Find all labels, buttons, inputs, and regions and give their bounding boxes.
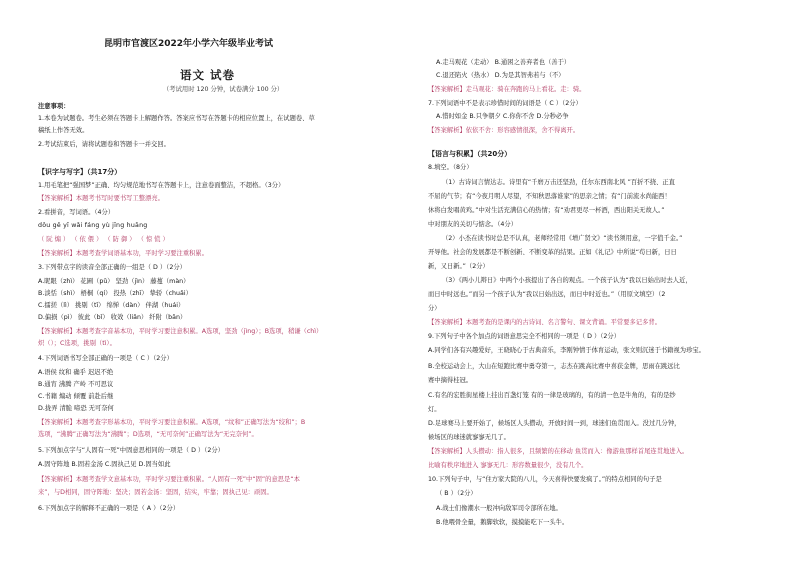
left-text-line: 1.本卷为试题卷。考生必须在答题卡上解题作答。答案应书写在答题卡的相应位置上，在试题卷、草 xyxy=(38,115,315,122)
left-text-line: dǒu gě yī wǎi fáng yù jīng huāng xyxy=(38,222,148,229)
left-text-line: C.书籍 煽动 倾覆 前赴后继 xyxy=(38,393,114,400)
left-text-line: 来”，与D相同，固守阵地：坚决；固若金汤：坚固，结实，牢靠；固执己见：顽固。 xyxy=(38,489,273,496)
left-text-line: 语文 试卷 xyxy=(180,68,236,82)
left-text-line: A.固守阵地 B.固若金汤 C.固执己见 D.固当如此 xyxy=(38,461,171,468)
left-text-line: A.语侯 纹和 确乎 迟迟不绝 xyxy=(38,369,114,376)
left-text-line: 稿纸上作答无效。 xyxy=(38,127,89,134)
right-text-line: 分） xyxy=(428,305,441,312)
right-text-line: 赛中摘得桂冠。 xyxy=(428,377,473,384)
right-text-line: 【答案解析】本题考查的是课内的古诗词、名言警句、课文背诵。平常要多记多背。 xyxy=(428,319,661,326)
left-text-line: 【答案解析】本题考查字音基本功，平时学习要注意积累。A选项，坚劲（jìng）；B选项，稍谦（chì） xyxy=(38,328,323,335)
left-text-line: 2.考试结束后，请将试题卷和答题卡一并交回。 xyxy=(38,141,170,148)
right-text-line: （2）小杰在读书时总是不认真，老师经常用《增广贤文》“读书须用意，一字值千金。” xyxy=(442,235,683,242)
right-text-line: B.全校运动会上，大山在短跑比赛中勇夺第一，志杰在跳高比赛中喜获金牌，思雨在跳远比 xyxy=(428,363,680,370)
right-text-line: 中对朋友的关切与惦念。（4分） xyxy=(428,221,518,228)
left-text-line: 选项，“沸腾”正确写法为“沸腾”；D选项，“无可奈何”正确写法为“无完奈何”。 xyxy=(38,431,258,438)
right-text-line: 8.填空。（8分） xyxy=(428,164,473,171)
right-text-line: B.他喂骨全量，鹅脚软软，摸摸能吃下一头牛。 xyxy=(436,519,569,526)
left-text-line: 【识字与写字】（共17分） xyxy=(38,168,122,176)
right-text-line: 7.下列词语中不是表示珍惜时间的词语是（ C ）（2分） xyxy=(428,100,582,107)
right-text-line: C.退还陷火（热水） D.为是其智弗若与（不） xyxy=(436,72,565,79)
left-text-line: A.昵眼（zhì） 花圃（pǔ） 坚劲（jìn） 藤蔓（màn） xyxy=(38,278,190,285)
right-text-line: （3）《两小儿辩日》中两个小孩提出了各自的观点。一个孩子认为“我以日始出时去人近， xyxy=(442,277,692,284)
left-text-line: 【答案解析】本题考查学词语基本功，平时学习要注重积累。 xyxy=(38,250,209,257)
left-text-line: 昆明市官渡区2022年小学六年级毕业考试 xyxy=(104,39,274,49)
right-text-line: 9.下列句子中各个加点的词语意思完全不相同的一项是（ D ）（2分） xyxy=(428,333,621,340)
right-text-line: 【答案解析】人头攒动：指人很多，且频繁的在移动 鱼贯而入：像游鱼那样首尾连贯地进入。 xyxy=(428,448,689,455)
right-text-line: A.走马观花（走动） B.通困之善弃者也（善于） xyxy=(436,59,571,66)
right-text-line: 休将白发唱黄鸡。”中对生活充满信心的热情；有“劝君更尽一杯酒，西出阳关无故人。” xyxy=(428,207,665,214)
left-text-line: C.擂搓（lì） 挑剔（tī） 绵惮（dàn） 伴湖（huái） xyxy=(38,302,185,309)
left-text-line: B.淡恬（shì） 梧桐（qí） 投热（zhī） 挚轿（chuǎi） xyxy=(38,290,192,297)
right-text-line: A.同学们各有兴趣爱好，王晓晓心于古典音乐，李刚钟情于体育运动，张文则沉迷于书籍视为珍宝。 xyxy=(428,347,705,354)
left-text-line: 炽（）；C选项，挑剔（tì）。 xyxy=(38,340,116,347)
left-text-line: 【答案解析】本题考查字形基本功，平时学习要注意积累。A选项，“纹和”正确写法为“绞和”；B xyxy=(38,419,306,426)
left-text-line: 注意事项： xyxy=(38,103,70,110)
right-text-line: A.惜时如金 B.只争朝夕 C.你你不舍 D.分秒必争 xyxy=(436,113,569,120)
left-text-line: D.拢弄 清脆 啼恐 无可奈何 xyxy=(38,405,114,412)
right-text-line: 【答案解析】依依不舍：形容感情很深，舍不得离开。 xyxy=(428,127,580,134)
right-text-line: （1）古诗词言情达志。诗里有“千磨万击还坚劲，任尔东西南北风 ”百折不挠、正直 xyxy=(442,179,675,186)
left-text-line: 2.看拼音，写词语。（4分） xyxy=(38,209,115,216)
right-text-line: （ B ）（2分） xyxy=(436,490,477,497)
right-text-line: 10.下列句子中，与“住方家大院的八儿，今天喜得快要发疯了。”的特点相同的句子是 xyxy=(428,476,662,483)
right-text-line: 开导他。社会的发展都是不断创新、不断变革的结果。正如《礼记》中所说“苟日新，日日 xyxy=(428,249,677,256)
right-text-line: 候场区的球迷就寥寥无几了。 xyxy=(428,434,510,441)
right-text-line: A.战士们像潮水一般冲向敌军司令部所在地。 xyxy=(436,505,562,512)
left-text-line: 【答案解析】本题考书写时要书写工整漂亮。 xyxy=(38,195,164,202)
right-text-line: 而日中时远也。”而另一个孩子认为“我以日始出远，而日中时近也。”（用原文填空）（2 xyxy=(428,291,666,298)
left-text-line: （ 阮 煽 ） （ 依 偎 ） （ 防 御 ） （ 惊 慌 ） xyxy=(38,236,169,243)
left-text-line: 4.下列词语书写全部正确的一项是（ C ）（2分） xyxy=(38,355,173,362)
right-text-line: D.足球赛马上要开始了，候场区人头攒动，开放时间一到，球迷们鱼贯而入。没过几分钟， xyxy=(428,420,681,427)
right-text-line: 不屈的气节；有“今夜月明人尽望，不知秋思落谁家”的思亲之情；有“门前流水尚能西！ xyxy=(428,193,671,200)
left-text-line: 【答案解析】本题考查学文意基本功，平时学习要注重积累。“人固有一死”中“固”的意思是“本 xyxy=(38,476,300,483)
left-text-line: B.通宵 沸腾 产岭 不可思议 xyxy=(38,381,114,388)
right-text-line: 新，又日新。”（2分） xyxy=(428,263,489,270)
right-text-line: 比喻有秩序地进入 寥寥无几：形容数量很少，没有几个。 xyxy=(428,462,588,469)
left-text-line: 3.下列带点字的读音全部正确的一组是（ D ）（2分） xyxy=(38,264,186,271)
right-text-line: C.有名的宏胜街星楼上挂出百盏灯笼 有的一律是玻璃的，有的清一色是牛角的，有的是纱 xyxy=(428,392,676,399)
left-text-line: 6.下列加点字的解释不正确的一项是（ A ）（2分） xyxy=(38,505,180,512)
left-text-line: 1.用毛笔把“强国梦”正确、均匀规范地书写在答题卡上，注意卷面整洁，不超格。（3分） xyxy=(38,182,285,189)
left-text-line: 5.下列加点字与“人固有一死”中固意思相同的一项是（ D ）（2分） xyxy=(38,447,224,454)
right-text-line: 【答案解析】走马观花：骑在奔跑的马上看花。走：骑。 xyxy=(428,86,586,93)
left-text-line: （考试用时 120 分钟，试卷满分 100 分） xyxy=(163,86,284,93)
right-text-line: 灯。 xyxy=(428,406,441,413)
right-text-line: 【语言与积累】（共20分） xyxy=(428,150,512,158)
left-text-line: D.偏损（pì） 彼此（bǐ） 收效（liǎn） 纤附（bān） xyxy=(38,314,187,321)
